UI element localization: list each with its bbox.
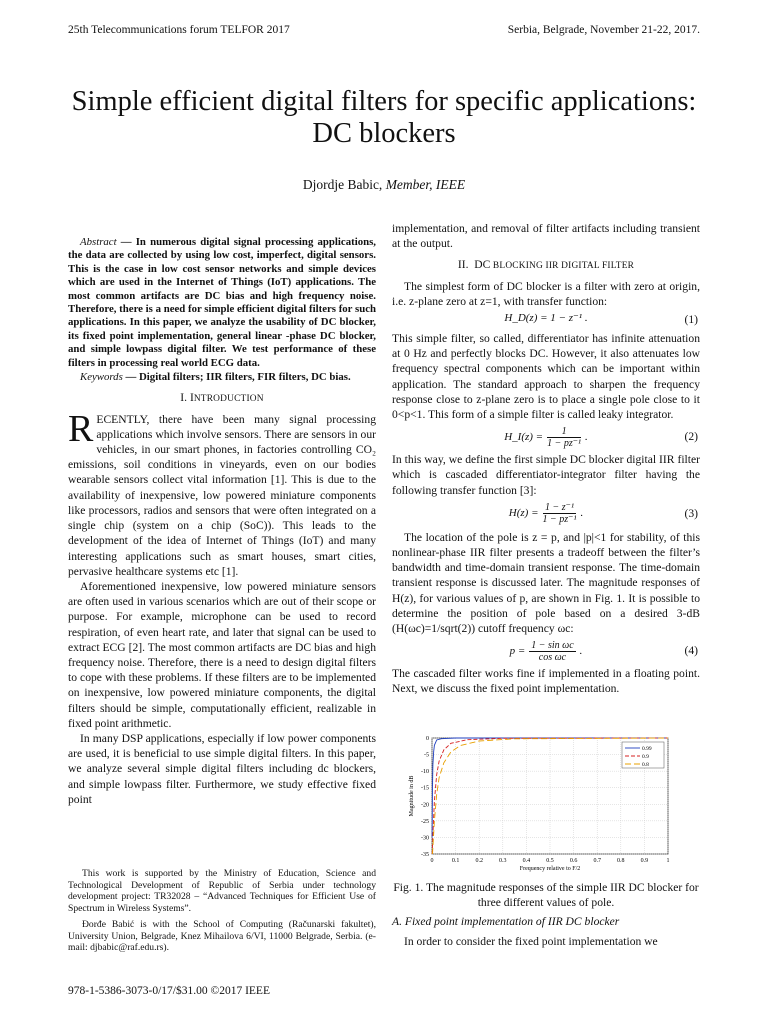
x-tick-label: 0.5 <box>546 858 554 864</box>
x-tick-label: 0.9 <box>640 858 649 864</box>
equation-3-lhs: H(z) = <box>508 507 539 520</box>
equation-2-number: (2) <box>684 430 698 444</box>
running-header-left: 25th Telecommunications forum TELFOR 2017 <box>68 24 290 36</box>
equation-4-lhs: p = <box>509 644 526 657</box>
figure-1 <box>404 732 676 877</box>
author-line <box>60 177 708 193</box>
equation-2-lhs: H_I(z) = <box>504 430 544 443</box>
equation-2: H_I(z) = $\frac{1}{\text{1 − pz⁻¹}}$ . (2) <box>504 425 698 449</box>
keywords <box>68 371 376 384</box>
footnote-funding: This work is supported by the Ministry of Education, Science and Technological Development of Republic of Serbia under technology development project: TR32028 – “Advanced Techniques for Efficient Use of Spectrum in Wireless Systems”. <box>68 868 376 914</box>
copyright-footer: 978-1-5386-3073-0/17/$31.00 ©2017 IEEE <box>68 985 270 997</box>
abstract <box>68 236 376 370</box>
x-tick-label: 0.7 <box>593 858 601 864</box>
legend-label: 0.99 <box>642 746 652 752</box>
sec2-paragraph-2: This simple filter, so called, differentiator has infinite attenuation at 0 Hz and perfectly blocks DC. However, it also attenuates low frequency spectral components which can be important within application. The standard approach to sharpen the frequency response close to z-plane zero is to place a single pole close to it 0<p<1. This form of a simple filter is called leaky integrator. <box>392 332 700 422</box>
sec2-paragraph-1: The simplest form of DC blocker is a filter with zero at origin, i.e. z-plane zero at z=1, with transfer function: <box>392 279 700 308</box>
section-title-rest: NTRODUCTION <box>193 394 264 405</box>
section-title-initial: DC <box>474 258 491 272</box>
equation-1-body: H_D(z) = 1 − z⁻¹ . <box>504 312 588 325</box>
author-name: Djordje Babic, <box>302 177 383 192</box>
sec2-paragraph-4: The location of the pole is z = p, and |p|<1 for stability, of this nonlinear-phase IIR filter presents a tradeoff between the filter’s bandwidth and time-domain transient response. The time-domain transient response is discussed later. The magnitude responses of H(z), for various values of p, are shown in Fig. 1. It is possible to determine the position of pole based on a desired 3-dB (H(ωc)=1/sqrt(2)) cutoff frequency ωc: <box>392 530 700 636</box>
equation-3-denominator: 1 − pz⁻¹ <box>542 514 577 526</box>
y-tick-label: -5 <box>424 752 429 759</box>
equation-4-number: (4) <box>684 644 698 658</box>
equation-4-numerator: 1 − sin ωc <box>531 639 574 651</box>
equation-4: p = $\frac{\text{1 − sin ωc}}{\text{cos ωc}}$ . (4) <box>509 639 698 663</box>
author-role: Member, IEEE <box>385 177 466 192</box>
footnote-affiliation: Đorđe Babić is with the School of Computing (Računarski fakultet), University Union, Belgrade, Knez Mihailova 6/VI, 11000 Belgrade, Serbia. (e-mail: djbabic@raf.edu.rs). <box>68 919 376 954</box>
legend-label: 0.8 <box>642 762 649 768</box>
x-tick-label: 0.4 <box>522 858 531 864</box>
section-heading-introduction <box>68 390 376 407</box>
x-tick-label: 0.1 <box>451 858 460 864</box>
section-heading-dc-blocking <box>392 257 700 274</box>
section-number: II. <box>457 258 469 272</box>
intro-paragraph-2: Aforementioned inexpensive, low powered miniature sensors are often used in various scenarios which are out of their scope or purpose. For example, microphone can be used to record respiration, of even heart rate, and later that signal can be used to extract ECG [2]. The most common artifacts are DC bias and high frequency noise. Therefore, there is a need to design digital filters to cope with these problems. If these filters are to be implemented on inexpensive, low powered miniature components, the digital filters should be simple, computationally efficient, realizable in fixed point arithmetic. <box>68 579 376 730</box>
section-title-rest: BLOCKING IIR DIGITAL FILTER <box>490 261 635 272</box>
right-column <box>392 221 700 697</box>
y-tick-label: -10 <box>421 769 429 776</box>
legend-label: 0.9 <box>642 754 649 760</box>
section-title-initial: I <box>189 391 194 405</box>
abstract-text: — In numerous digital signal processing applications, the data are collected by using low cost, imperfect, digital sensors. This is the case in low cost sensor networks and simple devices which are used in the Internet of Things (IoT) applications. The most common artifacts are DC bias and high frequency noise. Therefore, there is a need for simple efficient digital filters for such applications. In this paper, we analyze the usability of DC blocker, its fixed point implementation, general linear -phase DC blocker, and simple lowpass digital filter. We test performance of these filters in processing real world ECG data. <box>68 236 376 369</box>
sec2-paragraph-5: The cascaded filter works fine if implemented in a floating point. Next, we discuss the fixed point implementation. <box>392 667 700 696</box>
running-header-right: Serbia, Belgrade, November 21-22, 2017. <box>507 24 700 36</box>
subsection-paragraph: In order to consider the fixed point implementation we <box>404 935 658 948</box>
y-tick-label: 0 <box>426 736 429 742</box>
section-number: I. <box>180 391 188 405</box>
keywords-label: Keywords <box>80 371 123 384</box>
equation-1 <box>392 309 700 331</box>
equation-2-denominator: 1 − pz⁻¹ <box>547 437 582 449</box>
equation-4-fraction <box>529 640 575 663</box>
equation-1-number: (1) <box>684 313 698 327</box>
x-tick-label: 0.3 <box>499 858 507 864</box>
abstract-label: Abstract <box>80 236 117 248</box>
intro-paragraph-3: In many DSP applications, especially if low power components are used, it is beneficial to use simple digital filters. In this paper, we analyze several simple digital filters including dc blockers, and simple lowpass filter. Furthermore, we study effective fixed point <box>68 731 376 806</box>
y-tick-label: -30 <box>421 835 429 842</box>
x-axis-label: Frequency relative to F/2 <box>519 866 581 872</box>
intro-p1-text: ECENTLY, there have been many signal processing applications which involve sensors. There are sensors in our vehicles, in our smart phones, in factories controlling CO₂ emissions, soil conditions in vineyards, even on our bodies wearable sensors collect vital information [1]. This is due to the availability of inexpensive, low powered miniature components like processors, radios and sensors that were often integrated on a single chip (system on a chip (SoC)). This leads to the development of the idea of Internet of Things (IoT) and many interesting applications such as smart houses, smart cities, pervasive healthcare systems etc [1]. <box>68 412 376 578</box>
y-axis-label: Magnitude in dB <box>409 775 415 817</box>
drop-cap: R <box>68 407 94 450</box>
x-tick-label: 0.2 <box>475 858 483 864</box>
equation-3-numerator: 1 − z⁻¹ <box>543 502 577 514</box>
x-tick-label: 0.6 <box>569 858 578 864</box>
y-tick-label: -20 <box>421 802 429 809</box>
x-tick-label: 0.8 <box>617 858 625 864</box>
equation-2-fraction <box>547 426 581 449</box>
y-tick-label: -35 <box>421 852 429 858</box>
equation-3-fraction <box>543 502 577 525</box>
equation-3-number: (3) <box>684 506 698 520</box>
intro-paragraph-1 <box>68 407 376 579</box>
subsection-heading: A. Fixed point implementation of IIR DC blocker <box>392 915 620 928</box>
equation-3: H(z) = $\frac{\text{1 − z⁻¹}}{\text{1 − pz⁻¹}}$ . (3) <box>508 502 698 526</box>
figure-1-caption: Fig. 1. The magnitude responses of the simple IIR DC blocker for three different values of pole. <box>393 881 699 910</box>
equation-4-denominator: cos ωc <box>538 651 567 663</box>
x-tick-label: 1 <box>666 858 670 864</box>
y-tick-label: -25 <box>421 818 429 825</box>
left-column <box>68 236 376 807</box>
sec2-paragraph-3: In this way, we define the first simple DC blocker digital IIR filter which is cascaded differentiator-integrator filter having the following transfer function [3]: <box>392 453 700 497</box>
paper-title: Simple efficient digital filters for specific applications: DC blockers <box>71 86 697 149</box>
y-tick-label: -15 <box>421 785 429 792</box>
equation-2-numerator: 1 <box>547 426 581 438</box>
x-tick-label: 0 <box>430 858 434 864</box>
keywords-text: — Digital filters; IIR filters, FIR filters, DC bias. <box>122 371 351 384</box>
continued-paragraph: implementation, and removal of filter artifacts including transient at the output. <box>392 222 700 251</box>
magnitude-response-chart <box>404 732 676 877</box>
